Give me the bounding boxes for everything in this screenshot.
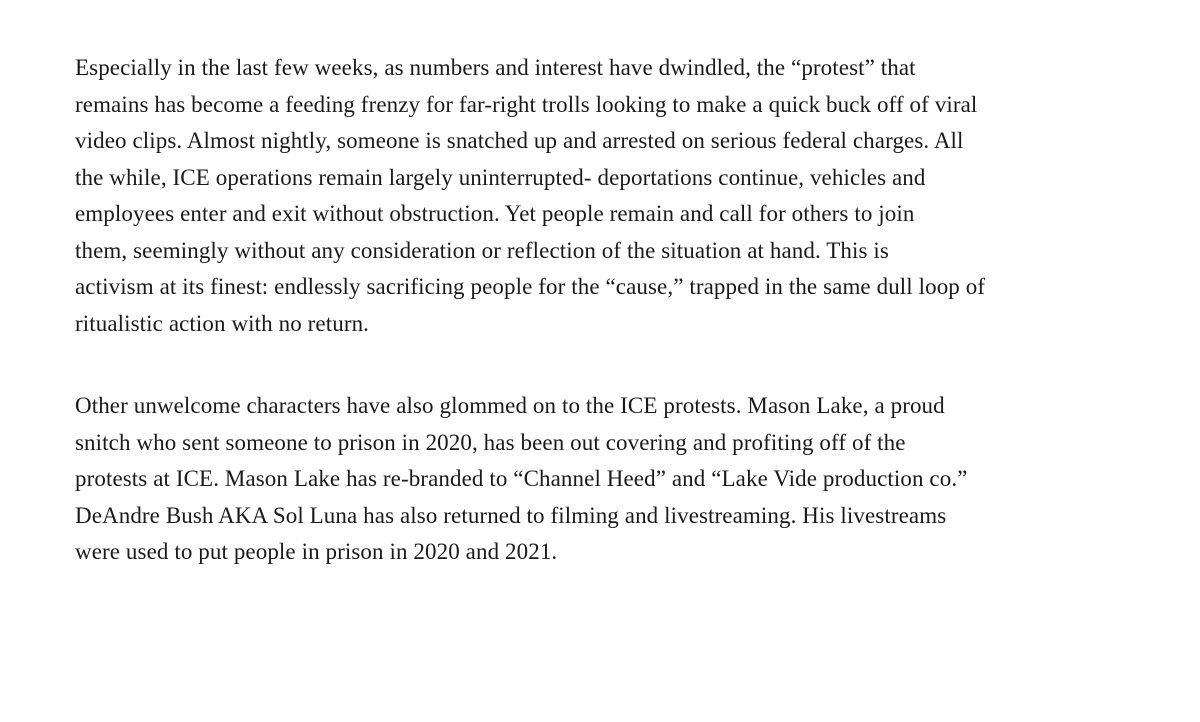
paragraph-spacer: [75, 342, 1140, 388]
paragraph-1: [75, 50, 1140, 342]
paragraph-line: activism at its finest: endlessly sacrificing people for the “cause,” trapped in the same dull loop of: [75, 274, 986, 299]
paragraph-line: them, seemingly without any consideration or reflection of the situation at hand. This is: [75, 237, 889, 263]
paragraph-line: ritualistic action with no return.: [75, 310, 370, 336]
paragraph-line: remains has become a feeding frenzy for far-right trolls looking to make a quick buck off of viral: [75, 91, 978, 117]
paragraph-line: were used to put people in prison in 2020 and 2021.: [75, 539, 558, 564]
paragraph-line: Especially in the last few weeks, as numbers and interest have dwindled, the “protest” that: [75, 55, 916, 80]
paragraph-line: video clips. Almost nightly, someone is snatched up and arrested on serious federal charges. All: [75, 128, 964, 153]
paragraph-2: [75, 388, 1140, 571]
paragraph-line: snitch who sent someone to prison in 2020, has been out covering and profiting off of the: [75, 429, 906, 455]
paragraph-line: employees enter and exit without obstruction. Yet people remain and call for others to join: [75, 201, 915, 226]
paragraph-line: DeAndre Bush AKA Sol Luna has also returned to filming and livestreaming. His livestreams: [75, 502, 947, 528]
paragraph-line: the while, ICE operations remain largely uninterrupted- deportations continue, vehicles and: [75, 164, 926, 190]
paragraph-line: Other unwelcome characters have also glommed on to the ICE protests. Mason Lake, a proud: [75, 393, 945, 418]
paragraph-line: protests at ICE. Mason Lake has re-branded to “Channel Heed” and “Lake Vide production co.”: [75, 466, 968, 491]
